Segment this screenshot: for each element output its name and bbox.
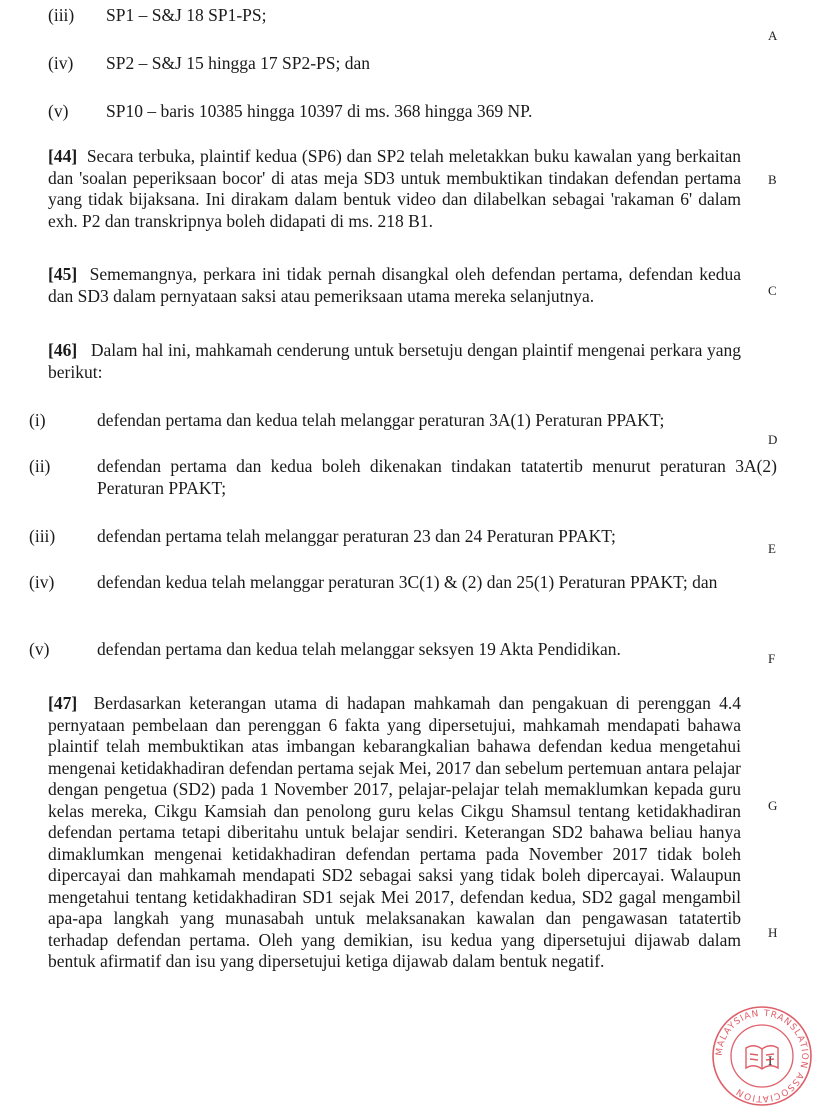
- margin-letter: B: [768, 172, 777, 187]
- margin-letter: I: [768, 1053, 773, 1068]
- sub-item: (i) defendan pertama dan kedua telah melanggar peraturan 3A(1) Peraturan PPAKT;: [29, 410, 665, 430]
- margin-letter: E: [768, 541, 776, 556]
- margin-letter: F: [768, 651, 776, 666]
- sub-item: (iii) defendan pertama telah melanggar peraturan 23 dan 24 Peraturan PPAKT;: [29, 526, 616, 546]
- list-item: (v) SP10 – baris 10385 hingga 10397 di ms. 368 hingga 369 NP.: [48, 101, 533, 121]
- translation-association-seal: [708, 1004, 816, 1108]
- paragraph-46: [46] Dalam hal ini, mahkamah cenderung untuk bersetuju dengan plaintif mengenai perkara yang berikut:: [48, 340, 741, 382]
- paragraph-47: [47] Berdasarkan keterangan utama di hadapan mahkamah dan pengakuan di perenggan 4.4 pernyataan pembelaan dan perenggan 6 fakta yang dipersetujui, mahkamah mendapati bahawa plaintif telah membuktikan atas imbangan kebarangkalian bahawa defendan kedua mengetahui mengenai ketidakhadiran defendan pertama sejak Mei, 2017 dan sebelum pertemuan antara pelajar dengan pengetua (SD2) pada 1 November 2017, pelajar-pelajar telah memaklumkan kepada guru kelas mereka, Cikgu Kamsiah dan penolong guru kelas Cikgu Shamsul tentang ketidakhadiran defendan pertama tetapi diberitahu untuk belajar sendiri. Keterangan SD2 bahawa beliau hanya dimaklumkan mengenai ketidakhadiran defendan pertama pada November 2017 tidak boleh dipercayai dan mahkamah mendapati SD2 sebagai saksi yang tidak boleh dipercayai. Walaupun mengetahui tentang ketidakhadiran SD1 sejak Mei 2017, defendan kedua, SD2 gagal mengambil apa-apa langkah yang munasabah untuk melaksanakan kawalan dan pengawasan tatatertib terhadap defendan pertama. Oleh yang demikian, isu kedua yang dipersetujui dijawab dalam bentuk afirmatif dan isu yang dipersetujui ketiga dijawab dalam bentuk negatif.: [48, 693, 742, 971]
- book-icon: [746, 1046, 778, 1069]
- list-item: (iii) SP1 – S&J 18 SP1-PS;: [48, 5, 267, 25]
- margin-letter: D: [768, 432, 778, 447]
- paragraph-number: [45]: [48, 264, 78, 284]
- paragraph-number: [46]: [48, 340, 78, 360]
- margin-letter: A: [768, 28, 778, 43]
- sub-item: (ii) defendan pertama dan kedua boleh dikenakan tindakan tatatertib menurut peraturan 3A(2) Peraturan PPAKT;: [29, 456, 777, 498]
- sub-item: (v) defendan pertama dan kedua telah melanggar seksyen 19 Akta Pendidikan.: [29, 639, 621, 659]
- paragraph-45: [45] Sememangnya, perkara ini tidak pernah disangkal oleh defendan pertama, defendan kedua dan SD3 dalam pernyataan saksi atau pemeriksaan utama mereka selanjutnya.: [48, 264, 741, 306]
- seal-text: MALAYSIAN TRANSLATION ASSOCIATION: [714, 1008, 810, 1104]
- list-item: (iv) SP2 – S&J 15 hingga 17 SP2-PS; dan: [48, 53, 371, 73]
- sub-item: (iv) defendan kedua telah melanggar peraturan 3C(1) & (2) dan 25(1) Peraturan PPAKT; dan: [29, 572, 718, 592]
- paragraph-number: [44]: [48, 146, 78, 166]
- margin-letter: G: [768, 798, 778, 813]
- paragraph-44: [44] Secara terbuka, plaintif kedua (SP6) dan SP2 telah meletakkan buku kawalan yang berkaitan dan 'soalan peperiksaan bocor' di atas meja SD3 untuk membuktikan tindakan defendan pertama yang tidak bijaksana. Ini dirakam dalam bentuk video dan dilabelkan sebagai 'rakaman 6' dalam exh. P2 dan transkripnya boleh didapati di ms. 218 B1.: [48, 146, 741, 231]
- margin-letter: H: [768, 925, 778, 940]
- margin-letter: C: [768, 283, 777, 298]
- paragraph-number: [47]: [48, 693, 78, 713]
